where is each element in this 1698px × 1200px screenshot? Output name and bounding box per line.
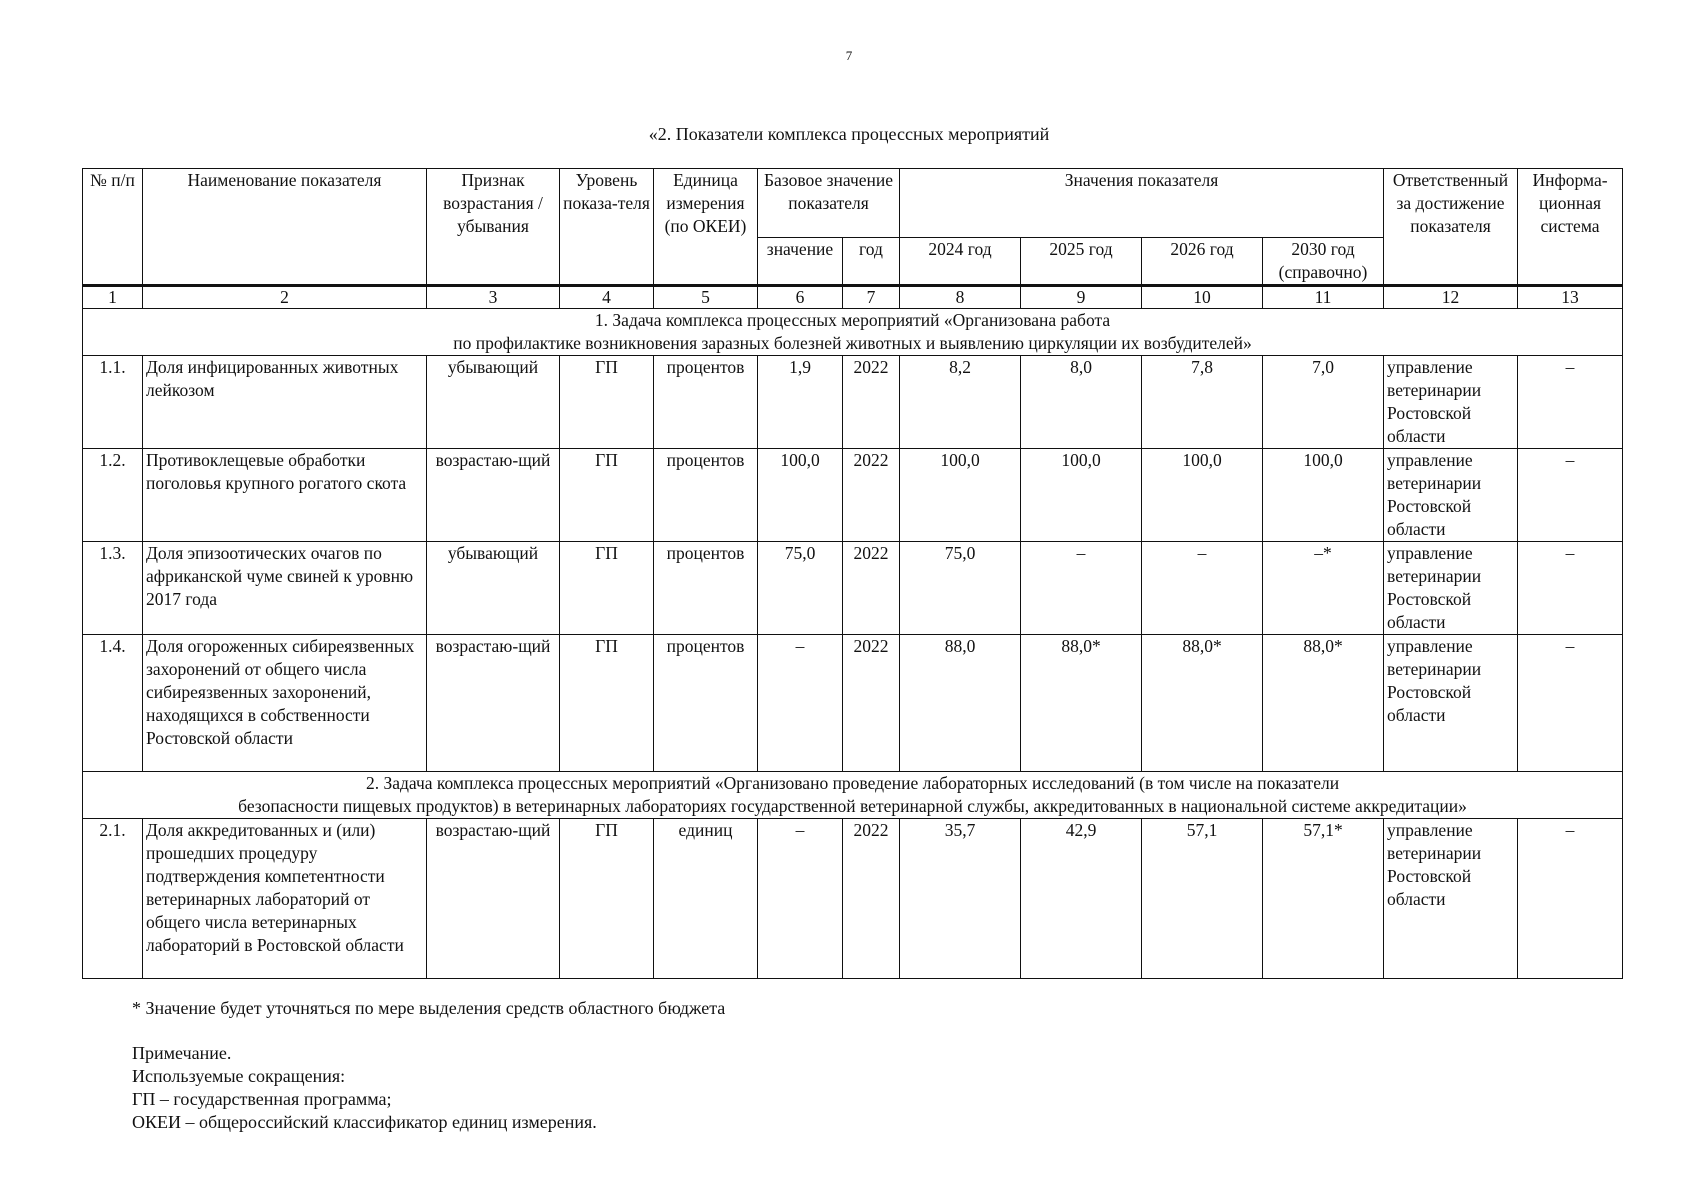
row-2030: –* [1263,542,1384,635]
row-2024: 75,0 [900,542,1021,635]
row-2026: – [1142,542,1263,635]
header-2026: 2026 год [1142,238,1263,286]
task-2-line-2: безопасности пищевых продуктов) в ветеринарных лабораториях государственной ветеринарной службы, аккредитованных в национальной системе аккредитации» [238,796,1467,816]
note-abbr-okei: ОКЕИ – общероссийский классификатор единиц измерения. [132,1112,597,1132]
header-2024: 2024 год [900,238,1021,286]
row-2024: 8,2 [900,356,1021,449]
row-responsible: управление ветеринарии Ростовской области [1384,635,1518,772]
row-2030: 57,1* [1263,819,1384,979]
row-sign: убывающий [427,542,560,635]
row-2025: 88,0* [1021,635,1142,772]
row-level: ГП [560,635,654,772]
column-number: 8 [900,286,1021,309]
note-title: Примечание. [132,1043,232,1063]
task-1-row [83,309,1623,356]
column-number: 11 [1263,286,1384,309]
row-info-system: – [1518,542,1623,635]
row-name: Доля аккредитованных и (или) прошедших процедуру подтверждения компетентности ветеринарных лабораторий от общего числа ветеринарных лабораторий в Ростовской области [143,819,427,979]
header-num: № п/п [83,169,143,286]
column-number: 12 [1384,286,1518,309]
row-responsible: управление ветеринарии Ростовской области [1384,449,1518,542]
column-number: 2 [143,286,427,309]
header-values: Значения показателя [900,169,1384,238]
column-number: 13 [1518,286,1623,309]
header-sign: Признак возрастания / убывания [427,169,560,286]
row-2025: 8,0 [1021,356,1142,449]
note-block [132,1042,597,1134]
row-base-year: 2022 [843,449,900,542]
footnote: * Значение будет уточняться по мере выделения средств областного бюджета [132,998,726,1018]
header-level: Уровень показа-теля [560,169,654,286]
row-sign: возрастаю-щий [427,819,560,979]
task-2-row [83,772,1623,819]
row-base-value: 1,9 [758,356,843,449]
row-num: 1.3. [83,542,143,635]
column-number: 9 [1021,286,1142,309]
task-1-heading [83,309,1623,356]
header-base: Базовое значение показателя [758,169,900,238]
row-responsible: управление ветеринарии Ростовской области [1384,819,1518,979]
header-name: Наименование показателя [143,169,427,286]
header-base-year: год [843,238,900,286]
row-num: 2.1. [83,819,143,979]
column-number: 1 [83,286,143,309]
row-2030: 7,0 [1263,356,1384,449]
row-info-system: – [1518,356,1623,449]
task-1-line-1: 1. Задача комплекса процессных мероприятий «Организована работа [594,310,1111,330]
row-2030: 100,0 [1263,449,1384,542]
row-base-year: 2022 [843,356,900,449]
section-title: «2. Показатели комплекса процессных мероприятий [648,124,1050,144]
header-info-system: Информа-ционная система [1518,169,1623,286]
row-info-system: – [1518,449,1623,542]
column-number: 10 [1142,286,1263,309]
row-level: ГП [560,819,654,979]
task-2-line-1: 2. Задача комплекса процессных мероприятий «Организовано проведение лабораторных исследований (в том числе на показатели [365,773,1340,793]
row-base-value: – [758,635,843,772]
row-2024: 35,7 [900,819,1021,979]
header-2025: 2025 год [1021,238,1142,286]
note-abbr-gp: ГП – государственная программа; [132,1089,392,1109]
column-number: 6 [758,286,843,309]
column-number: 3 [427,286,560,309]
row-base-year: 2022 [843,542,900,635]
row-sign: возрастаю-щий [427,449,560,542]
row-base-value: 75,0 [758,542,843,635]
row-unit: процентов [654,542,758,635]
row-unit: процентов [654,635,758,772]
row-num: 1.1. [83,356,143,449]
row-num: 1.2. [83,449,143,542]
table-row [83,542,1623,635]
row-base-year: 2022 [843,819,900,979]
table-row [83,819,1623,979]
row-base-value: – [758,819,843,979]
page-number: 7 [845,48,853,63]
row-responsible: управление ветеринарии Ростовской области [1384,356,1518,449]
row-2024: 100,0 [900,449,1021,542]
row-2026: 57,1 [1142,819,1263,979]
indicators-table [82,168,1623,979]
header-unit: Единица измерения (по ОКЕИ) [654,169,758,286]
row-num: 1.4. [83,635,143,772]
table-row [83,635,1623,772]
table-header [83,169,1623,286]
column-number: 4 [560,286,654,309]
row-level: ГП [560,449,654,542]
row-2026: 88,0* [1142,635,1263,772]
row-2030: 88,0* [1263,635,1384,772]
row-info-system: – [1518,819,1623,979]
header-responsible: Ответственный за достижение показателя [1384,169,1518,286]
row-unit: процентов [654,449,758,542]
row-2025: 42,9 [1021,819,1142,979]
row-2025: – [1021,542,1142,635]
row-responsible: управление ветеринарии Ростовской области [1384,542,1518,635]
column-number: 7 [843,286,900,309]
header-2030: 2030 год (справочно) [1263,238,1384,286]
row-sign: возрастаю-щий [427,635,560,772]
row-unit: единиц [654,819,758,979]
row-base-year: 2022 [843,635,900,772]
row-unit: процентов [654,356,758,449]
row-2026: 7,8 [1142,356,1263,449]
row-name: Доля огороженных сибиреязвенных захоронений от общего числа сибиреязвенных захоронений, находящихся в собственности Ростовской области [143,635,427,772]
row-info-system: – [1518,635,1623,772]
table-body [83,286,1623,979]
table-row [83,356,1623,449]
row-sign: убывающий [427,356,560,449]
row-2024: 88,0 [900,635,1021,772]
row-name: Доля инфицированных животных лейкозом [143,356,427,449]
column-numbers-row [83,286,1623,309]
task-2-heading [83,772,1623,819]
note-abbr-title: Используемые сокращения: [132,1066,346,1086]
row-level: ГП [560,542,654,635]
row-name: Доля эпизоотических очагов по африканской чуме свиней к уровню 2017 года [143,542,427,635]
row-name: Противоклещевые обработки поголовья крупного рогатого скота [143,449,427,542]
row-base-value: 100,0 [758,449,843,542]
column-number: 5 [654,286,758,309]
table-row [83,449,1623,542]
row-level: ГП [560,356,654,449]
task-1-line-2: по профилактике возникновения заразных болезней животных и выявлению циркуляции их возбудителей» [453,333,1252,353]
header-base-value: значение [758,238,843,286]
row-2026: 100,0 [1142,449,1263,542]
row-2025: 100,0 [1021,449,1142,542]
